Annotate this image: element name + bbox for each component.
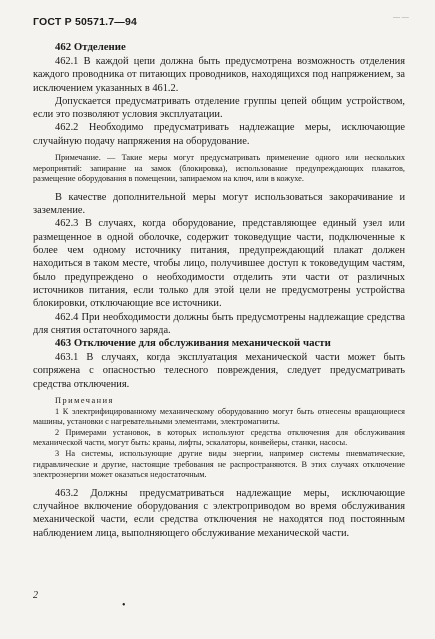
notes-heading-463: Примечания <box>55 396 114 406</box>
paragraph-462-additional: В качестве дополнительной меры могут использоваться закорачивание и заземление. <box>33 191 405 217</box>
note-463-3: 3 На системы, использующие другие виды энергии, например системы пневматические, гидравлические и другие, настоящие требования не распространяются. В этих случаях отключение электроэнергии может оказаться недостаточным. <box>33 448 405 480</box>
paragraph-462-3: 462.3 В случаях, когда оборудование, представляющее единый узел или размещенное в одной оболочке, содержит токоведущие части, подключенные к более чем одному источнику питания, предупреждающий плакат должен находиться в таком месте, чтобы лицо, получившее доступ к токоведущим частям, было предупреждено о необходимости отделить эти части от различных источников питания, если только для этой цели не предусмотрены устройства блокировки, отключающие все источники. <box>33 218 405 310</box>
page-number: 2 <box>33 590 38 601</box>
paragraph-463-2: 463.2 Должны предусматриваться надлежащие меры, исключающие случайное включение оборудования с электроприводом во время обслуживания механической части, если средства отключения не находятся под постоянным наблюдением лица, выполняющего обслуживание механической части. <box>33 487 405 539</box>
paragraph-462-2: 462.2 Необходимо предусматривать надлежащие меры, исключающие случайную подачу напряжения на оборудование. <box>33 122 405 147</box>
paragraph-462-1-group: Допускается предусматривать отделение группы цепей общим устройством, если это позволяют условия эксплуатации. <box>33 95 405 121</box>
note-463-1: 1 К электрифицированному механическому оборудованию могут быть отнесены вращающиеся машины, установки с нагревательными элементами, электромагниты. <box>33 406 405 427</box>
note-463-2: 2 Примерами установок, в которых используют средства отключения для обслуживания механической части, могут быть: краны, лифты, эскалаторы, конвейеры, станки, насосы. <box>33 427 405 448</box>
paragraph-462-1: 462.1 В каждой цепи должна быть предусмотрена возможность отделения каждого проводника от питающих проводников, находящихся под напряжением, за исключением указанных в 461.2. <box>33 56 405 94</box>
document-header: ГОСТ Р 50571.7—94 <box>33 16 138 28</box>
footer-mark: • <box>122 600 126 611</box>
corner-mark: — — <box>393 13 409 21</box>
section-heading-463: 463 Отключение для обслуживания механической части <box>55 337 331 350</box>
document-body <box>33 41 405 540</box>
paragraph-462-4: 462.4 При необходимости должны быть предусмотрены надлежащие средства для снятия остаточного заряда. <box>33 311 405 336</box>
note-462-2: Примечание. — Такие меры могут предусматривать применение одного или нескольких мероприятий: запирание на замок (блокировка), использование предупреждающих плакатов, размещение оборудования в помещении, запираемом на ключ, или в кожухе. <box>33 153 405 184</box>
section-heading-462: 462 Отделение <box>55 41 126 53</box>
paragraph-463-1: 463.1 В случаях, когда эксплуатация механической части может быть сопряжена с опасностью телесного повреждения, следует предусматривать средства отключения. <box>33 352 405 390</box>
